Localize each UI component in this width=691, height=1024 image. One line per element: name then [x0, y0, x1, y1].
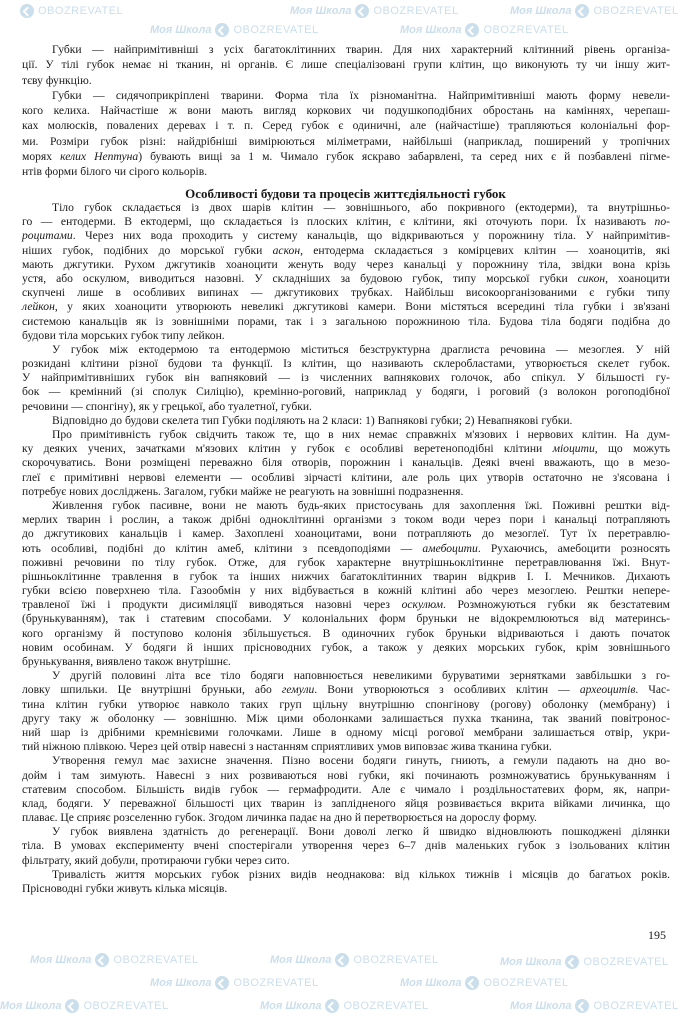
text-line: ний шар із дрібними кремнієвими голочками. Лише в одному місці рогової мембрани залишається отвір, укри- [22, 725, 670, 739]
text-line: Тіло губок складається із двох шарів клітин — зовнішнього, або покривного (ектодерми), та внутрішньо- [52, 201, 670, 214]
watermark: Моя Школа OBOZREVATEL [150, 977, 319, 989]
text-line [22, 542, 670, 556]
text-line: кого келиха. Найчастіше ж вони мають вигляд коркових чи подушкоподібних обростань на каміннях, черепаш- [22, 104, 670, 118]
paragraph [22, 499, 670, 669]
italic-term: сикон [577, 271, 606, 285]
paragraph [22, 414, 670, 428]
paragraph [22, 88, 670, 180]
text-segment: , що можуть [594, 442, 670, 456]
text-segment: морях [22, 150, 61, 164]
text-line: губки всією поверхнею тіла. Газообмін у них відбувається в кожній клітині або через мезоглею. Рештки непере- [22, 584, 670, 598]
italic-term: лейкон [22, 300, 55, 314]
text-segment: . Час- [635, 683, 671, 697]
watermark: Моя Школа OBOZREVATEL [510, 1000, 679, 1012]
text-line: рішньоклітинне травлення в губок та інших нижчих багатоклітинних тварин відкрив І. І. Мечников. Дихають [22, 569, 670, 583]
text-line: фільтрату, який добули, протираючи губки через сито. [22, 853, 290, 867]
text-line: Губки — найпримітивніші з усіх багатоклітинних тварин. Для них характерний клітинний рівень організа- [52, 43, 670, 56]
watermark: Моя Школа OBOZREVATEL [270, 954, 439, 966]
text-line: мерлих тварин і рослин, а також дрібні одноклітинні організми з током води через пори і канальці потрапляють [22, 513, 670, 527]
italic-term: міоцити [552, 442, 595, 456]
text-segment: ють особливі, подібні до клітин амеб, клітини з псевдоподіями — [22, 541, 423, 555]
watermark-logo-icon [215, 976, 229, 990]
text-line: системою канальців як із зовнішніми порами, так і з загальною порожниною тіла. Будова тіла бодяги подібна до [22, 314, 670, 328]
paragraph [22, 868, 670, 896]
italic-term: роцитами [22, 229, 73, 243]
text-segment: ) бувають вищі за 1 м. Чимало губок яскраво забарвлені, та серед них є й позбавлені пігме- [138, 150, 671, 164]
intro-text [22, 42, 670, 180]
italic-term: археоцитів [579, 683, 636, 697]
text-segment: . Вони утворюються з особливих клітин — [314, 683, 580, 697]
text-line [22, 598, 670, 612]
text-line: У найпримітивніших губок він вапняковий — із численних вапнякових голочок, або спікул. У більшості гу- [22, 371, 670, 385]
text-segment: ку деяких учених, зачатками м'язових клітин у губок є особливі веретеноподібні клітини [22, 442, 553, 456]
watermark-logo-icon [20, 4, 34, 18]
text-line: глеї є примітивні нервові елементи — особливі зірчасті клітини, але роль цих утворів остаточно не з'ясована і [22, 470, 670, 484]
watermark: OBOZREVATEL [20, 4, 123, 18]
watermark: Моя Школа OBOZREVATEL [0, 1000, 169, 1012]
text-line: тєву функцію. [22, 73, 92, 87]
text-segment: . Розмножуються губки як безстатевим [442, 598, 670, 612]
watermark: Моя Школа OBOZREVATEL [500, 956, 669, 968]
paragraph [22, 754, 670, 825]
text-segment: ловку шпильки. Це внутрішні бруньки, або [22, 683, 282, 697]
text-segment: . Рухаючись, амебоцити розносять [477, 541, 671, 555]
text-line: Живлення губок пасивне, вони не мають будь-яких пристосувань для захоплення їжі. Поживні рештки від- [52, 498, 670, 512]
watermark: Моя Школа OBOZREVATEL [400, 24, 569, 36]
section-heading: Особливості будови та процесів життєдіяльності губок [185, 186, 506, 201]
text-line: Утворення гемул має захисне значення. Пізно восени бодяги гинуть, гниють, а гемули падають на дно во- [52, 754, 670, 768]
text-line: потребує нових досліджень. Загалом, губки майже не реагують на зовнішні подразнення. [22, 484, 464, 498]
text-line: (брунькуванням), так і статевим способами. У колоніальних форм бруньки не відокремлюються від материнсь- [22, 612, 670, 626]
text-segment: устя, або оскулюм, виводиться назовні. У складніших за будовою губок, типу морської губки [22, 271, 578, 285]
text-line: тий ніжною плівкою. Через цей отвір навесні з настанням сприятливих умов виповзає жива тканина губки. [22, 740, 552, 754]
watermark-logo-icon [215, 23, 229, 37]
text-line: скупчені лише в особливих випинах — джгутикових трубках. Найбільш високоорганізованими є губки типу [22, 286, 670, 300]
watermark: Моя Школа OBOZREVATEL [150, 24, 319, 36]
italic-term: келих Нептуна [60, 150, 139, 164]
text-line: нтів форми білого чи сірого кольорів. [22, 165, 208, 179]
text-line: ках молюсків, повалених деревах і т. п. Серед губок є одиничні, але (найчастіше) трапляються колоніальні фор- [22, 119, 670, 133]
text-line: У другій половині літа все тіло бодяги наповнюється невеликими буруватими зернятками завбільшки з го- [52, 669, 670, 683]
text-line: дойм і там зимують. Навесні з них розвиваються нові губки, які починають розмножуватись брунькуванням і [22, 768, 670, 782]
watermark: Моя Школа OBOZREVATEL [30, 954, 199, 966]
text-line [22, 300, 670, 314]
text-line: У губок виявлена здатність до регенерації. Вони доволі легко й швидко відновлюють пошкоджені ділянки [52, 825, 670, 839]
text-line: брунькування, виявлено також внутрішнє. [22, 655, 231, 668]
text-line: розкидані клітини різної будови та функції. Із клітин, що називають склеробластами, утворюється скелет губок. [22, 357, 670, 371]
watermark-logo-icon [565, 955, 579, 969]
watermark: Моя Школа OBOZREVATEL [510, 5, 679, 17]
text-line: Губки — сидячоприкріплені тварини. Форма тіла їх різноманітна. Найпримітивніші мають форму невели- [52, 88, 670, 102]
text-segment: . Через них вода проходить у систему канальців, що відкриваються у порожнину тіла. У найпримітив- [72, 229, 670, 243]
text-line: скорочуватись. Вони розміщені переважно біля отворів, порожнин і канальців. Деякі вчені вважають, що в мезо- [22, 456, 670, 470]
text-line [22, 244, 670, 258]
text-line [22, 215, 670, 229]
italic-term: оскулюм [401, 598, 443, 612]
text-line [22, 272, 670, 286]
text-line [22, 683, 670, 697]
text-line: Про примітивність губок свідчить також те, що в них немає справжніх м'язових і нервових клітин. На дум- [52, 428, 670, 441]
text-segment: , ентодерма складається з комірцевих клітин — хоаноцитів, які [300, 243, 670, 257]
text-line: Тривалість життя морських губок різних видів неоднакова: від кількох тижнів і місяців до багатьох років. [52, 867, 670, 881]
text-line: до джгутикових канальців і камер. Захоплені хоаноцитами, вони потрапляють до мезоглеї. Тут їх перетравлю- [22, 527, 670, 541]
text-line: тина клітин губки утворює навколо таких груп щільну внутрішню спонгінову (рогову) оболонку (мембрану) і [22, 697, 670, 711]
text-line: клад, бодяги. У переважної більшості цих тварин із заплідненого яйця розвивається вкрита війками личинка, що [22, 796, 670, 810]
paragraph [22, 343, 670, 414]
text-line: поживні речовини по тілу губок. Отже, для губок характерне внутрішньоклітинне перетравлювання їжі. Внут- [22, 555, 670, 569]
body-text [22, 201, 670, 896]
text-line [22, 149, 670, 164]
text-line: будови тіла морських губок типу лейкон. [22, 328, 225, 342]
watermark-logo-icon [65, 999, 79, 1013]
watermark-logo-icon [465, 976, 479, 990]
italic-term: гемули [281, 683, 315, 697]
text-line: ції. У тілі губок немає ні тканин, ні органів. Є лише спеціалізовані групи клітин, що виконують ту чи іншу жит- [22, 58, 670, 72]
text-line: ми. Розміри губок різні: найдрібніші вимірюються міліметрами, найбільші (наприклад, поширений у тропічних [22, 134, 670, 148]
text-line: мають джгутики. Рухом джгутиків хоаноцити женуть воду через канальці у порожнину тіла, звідки вона крізь [22, 257, 670, 271]
watermark: Моя Школа OBOZREVATEL [260, 1000, 429, 1012]
text-line [22, 229, 670, 243]
text-segment: ніших губок, подібних до морської губки [22, 243, 273, 257]
text-line: речовини — спонгіну), як у грецької, або туалетної, губки. [22, 399, 312, 413]
text-segment: травленої їжі і продукти дисиміляції виводяться назовні через [22, 598, 402, 612]
watermark-logo-icon [575, 999, 589, 1013]
paragraph [22, 428, 670, 499]
text-line: У губок між ектодермою та ентодермою міститься безструктурна драглиста речовина — мезоглея. У ній [52, 342, 670, 356]
page-number: 195 [648, 928, 666, 942]
text-line: бок — кремінний (зі сполук Силіцію), кремінно-роговий, наприклад у бодяги, і роговий (з волокон рогоподібної [22, 385, 670, 399]
text-line: другу таку ж оболонку — зовнішню. Між цими оболонками залишається пухка тканина, так званий повітронос- [22, 711, 670, 725]
italic-term: по- [654, 215, 670, 229]
italic-term: амебоцити [422, 541, 478, 555]
text-segment: го — ентодерми. В ектодермі, що складається із плоских клітин, є клітини, які оточують пори. Їх називають [22, 215, 655, 229]
text-line: Прісноводні губки живуть кілька місяців. [22, 882, 228, 895]
paragraph [22, 825, 670, 868]
watermark-logo-icon [335, 953, 349, 967]
watermark-logo-icon [575, 4, 589, 18]
italic-term: аскон [272, 243, 301, 257]
text-line: тіла. В умовах експерименту вчені спостерігали утворення через 6–7 днів маленьких губок з ізольованих клітин [22, 839, 670, 853]
watermark: Моя Школа OBOZREVATEL [400, 977, 569, 989]
text-line: Відповідно до будови скелета тип Губки поділяють на 2 класи: 1) Вапнякові губки; 2) Невапнякові губки. [52, 413, 573, 427]
text-segment: , хоаноцити [605, 271, 671, 285]
watermark-logo-icon [325, 999, 339, 1013]
text-line: новим особинам. У бодяги й інших прісноводних губок, а також у деяких морських губок, крім зовнішнього [22, 640, 670, 654]
text-line: статевим способом. Більшість видів губок — гермафродити. Але є чимало і роздільностатевих форм, як, напри- [22, 782, 670, 796]
text-line: кого організму й поступово колонія збільшується. В одиночних губок бруньки відриваються і дають початок [22, 626, 670, 640]
watermark-logo-icon [95, 953, 109, 967]
text-segment: , у яких хоаноцити утворюють невеликі джгутикові камери. Вони містяться всередині тіла губки і зв'язані [54, 300, 670, 314]
paragraph [22, 42, 670, 88]
text-line: плаває. Це сприяє розселенню губок. Згодом личинка падає на дно й перетворюється на дорослу форму. [22, 811, 537, 825]
watermark-logo-icon [355, 4, 369, 18]
watermark: Моя Школа OBOZREVATEL [290, 5, 459, 17]
watermark-logo-icon [465, 23, 479, 37]
text-line [22, 442, 670, 456]
paragraph [22, 669, 670, 754]
paragraph [22, 201, 670, 343]
